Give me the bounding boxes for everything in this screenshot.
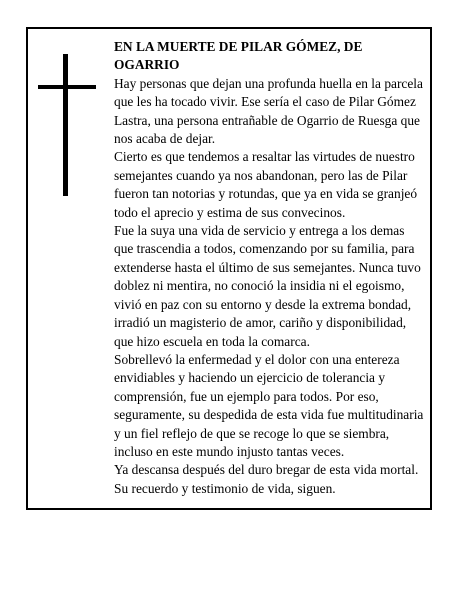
obituary-paragraph: Hay personas que dejan una profunda huella en la parcela que les ha tocado vivir. Ese sería el caso de Pilar Gómez Lastra, una persona entrañable de Ogarrio de Ruesga que nos acaba de dejar. xyxy=(114,75,423,147)
cross-icon-horizontal-bar xyxy=(38,85,96,89)
obituary-paragraph: Fue la suya una vida de servicio y entrega a los demas que trascendia a todos, comenzando por su familia, para extenderse hasta el último de sus semejantes. Nunca tuvo doblez ni mentira, no conoció la insidia ni el egoismo, vivió en paz con su entorno y desde la extrema bondad, irradió un magisterio de amor, cariño y disponibilidad, que hizo escuela en toda la comarca. xyxy=(114,223,421,349)
obituary-paragraph: Sobrellevó la enfermedad y el dolor con una entereza envidiables y haciendo un ejercicio de tolerancia y comprensión, fue un ejemplo para todos. Por eso, seguramente, su despedida de esta vida fue multitudinaria y un fiel reflejo de que se recoge lo que se siembra, incluso en este mundo injusto tantas veces. xyxy=(114,351,424,459)
obituary-text xyxy=(114,38,426,498)
obituary-title: EN LA MUERTE DE PILAR GÓMEZ, DE OGARRIO xyxy=(114,39,363,73)
cross-icon-vertical-bar xyxy=(63,54,68,196)
obituary-paragraph: Cierto es que tendemos a resaltar las virtudes de nuestro semejantes cuando ya nos abandonan, pero las de Pilar fueron tan notorias y rotundas, que ya en vida se granjeó todo el aprecio y estima de sus convecinos. xyxy=(114,149,418,220)
obituary-paragraph: Ya descansa después del duro bregar de esta vida mortal. Su recuerdo y testimonio de vida, siguen. xyxy=(114,462,419,496)
